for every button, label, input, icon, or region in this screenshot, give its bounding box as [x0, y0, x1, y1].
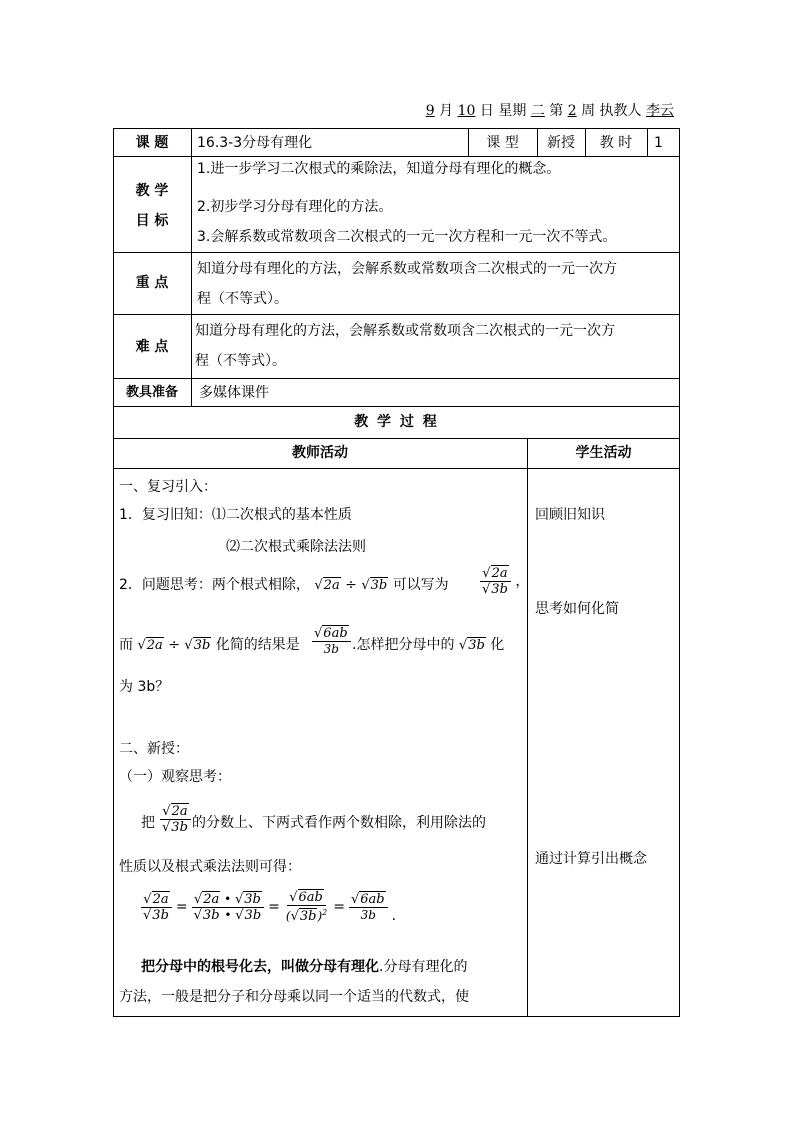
header-weekday: 二	[530, 103, 545, 119]
row-divider	[113, 378, 680, 379]
eq-term-3: $\frac{√6ab}{(√3b)^2}$	[285, 890, 328, 924]
header-week-prefix: 第	[549, 103, 564, 119]
header-week: 2	[567, 103, 577, 119]
header-month-label: 月	[439, 103, 454, 119]
review-item-1: 1．复习旧知：⑴二次根式的基本性质	[119, 507, 352, 523]
question-text-b: 可以写为	[392, 577, 449, 593]
fraction-sqrt6ab-over-3b: $\frac{√6ab}{3b}$	[312, 626, 351, 656]
lesson-header	[0, 100, 674, 120]
question2-text-a: 而	[119, 637, 133, 653]
divide-sign: ÷	[168, 637, 180, 653]
header-day: 10	[457, 103, 476, 119]
section-new-title: 二、新授：	[119, 741, 189, 757]
equals-sign: =	[333, 899, 345, 915]
observe-text-a: 把	[141, 815, 155, 831]
key-line: 知道分母有理化的方法，会解系数或常数项含二次根式的一元一次方	[197, 261, 617, 277]
definition-line	[141, 958, 467, 976]
type-value: 新授	[547, 135, 575, 151]
hours-value: 1	[654, 135, 663, 151]
topic-value: 16.3-3分母有理化	[197, 135, 313, 151]
col-divider	[191, 128, 192, 406]
fraction-sqrt2a-over-sqrt3b: $\frac{√2a}{√3b}$	[160, 804, 191, 835]
type-label: 课 型	[486, 135, 519, 151]
difficulty-label: 难 点	[135, 339, 169, 355]
header-teacher: 李云	[646, 103, 674, 119]
header-day-label: 日 星期	[479, 103, 527, 119]
student-activity: 思考如何化简	[535, 601, 619, 617]
question-line-3: 为 3b？	[119, 679, 170, 695]
eq-term-1: $\frac{√2a}{√3b}$	[141, 892, 172, 923]
sqrt-2a: √2a	[137, 638, 163, 653]
key-line: 程（不等式）。	[197, 291, 288, 307]
row-divider	[113, 314, 680, 315]
section-review-title: 一、复习引入：	[119, 479, 217, 495]
eq-period: .	[391, 908, 397, 924]
goals-label-2: 目 标	[135, 213, 169, 229]
question-text-a: 2．问题思考：两个根式相除，	[119, 577, 310, 593]
goal-item: 2.初步学习分母有理化的方法。	[197, 199, 393, 215]
tools-value: 多媒体课件	[199, 385, 269, 401]
difficulty-line: 程（不等式）。	[195, 353, 286, 369]
question2-text-d: 化	[490, 637, 505, 653]
difficulty-line: 知道分母有理化的方法，会解系数或常数项含二次根式的一元一次方	[195, 323, 615, 339]
header-month: 9	[425, 103, 435, 119]
tools-label: 教具准备	[125, 385, 178, 400]
topic-label: 课 题	[135, 135, 169, 151]
process-title: 教 学 过 程	[354, 414, 439, 430]
col-divider	[647, 128, 648, 156]
goals-label-1: 教 学	[135, 183, 169, 199]
question-line	[119, 576, 449, 595]
eq-term-2: $\frac{√2a • √3b}{√3b • √3b}$	[192, 892, 265, 923]
sqrt-2a: √2a	[314, 578, 340, 593]
key-label: 重 点	[135, 275, 169, 291]
row-divider	[113, 156, 680, 157]
sqrt-3b: √3b	[458, 638, 485, 653]
col-divider	[527, 438, 528, 1017]
observe-line	[141, 814, 155, 832]
goal-item: 3.会解系数或常数项含二次根式的一元一次方程和一元一次不等式。	[197, 229, 617, 245]
hours-label: 教 时	[599, 135, 633, 151]
method-line: 方法，一般是把分子和分母乘以同一个适当的代数式，使	[119, 989, 469, 1005]
question-text-c: ，	[515, 573, 530, 590]
definition-bold: 把分母中的根号化去，叫做分母有理化	[141, 959, 379, 975]
student-activity: 回顾旧知识	[535, 507, 605, 523]
rationalization-equation	[141, 890, 396, 924]
student-activity: 通过计算引出概念	[535, 851, 647, 867]
eq-term-4: $\frac{√6ab}{3b}$	[349, 892, 388, 922]
question2-text-b: 化简的结果是	[215, 637, 300, 653]
equals-sign: =	[268, 899, 280, 915]
sqrt-3b: √3b	[361, 578, 388, 593]
student-column-header: 学生活动	[575, 445, 632, 461]
question-line-2	[119, 636, 300, 655]
definition-rest: .分母有理化的	[379, 959, 468, 975]
row-divider	[113, 406, 680, 407]
review-item-2: ⑵二次根式乘除法法则	[226, 539, 366, 555]
teacher-column-header: 教师活动	[292, 445, 348, 461]
row-divider	[113, 468, 680, 469]
observe-title: （一）观察思考：	[119, 769, 231, 785]
observe-text-b: 的分数上、下两式看作两个数相除，利用除法的	[192, 815, 486, 831]
sqrt-3b: √3b	[184, 638, 211, 653]
row-divider	[113, 438, 680, 439]
row-divider	[113, 252, 680, 253]
goal-item: 1.进一步学习二次根式的乘除法，知道分母有理化的概念。	[197, 161, 561, 177]
equals-sign: =	[175, 899, 188, 915]
fraction-sqrt2a-over-sqrt3b: $\frac{√2a}{√3b}$ ，	[482, 566, 530, 597]
question-line-2b	[352, 636, 504, 655]
divide-sign: ÷	[345, 577, 357, 593]
question2-text-c: .怎样把分母中的	[352, 637, 455, 653]
header-week-label: 周 执教人	[581, 103, 642, 119]
observe-line-2: 性质以及根式乘法法则可得：	[119, 859, 301, 875]
